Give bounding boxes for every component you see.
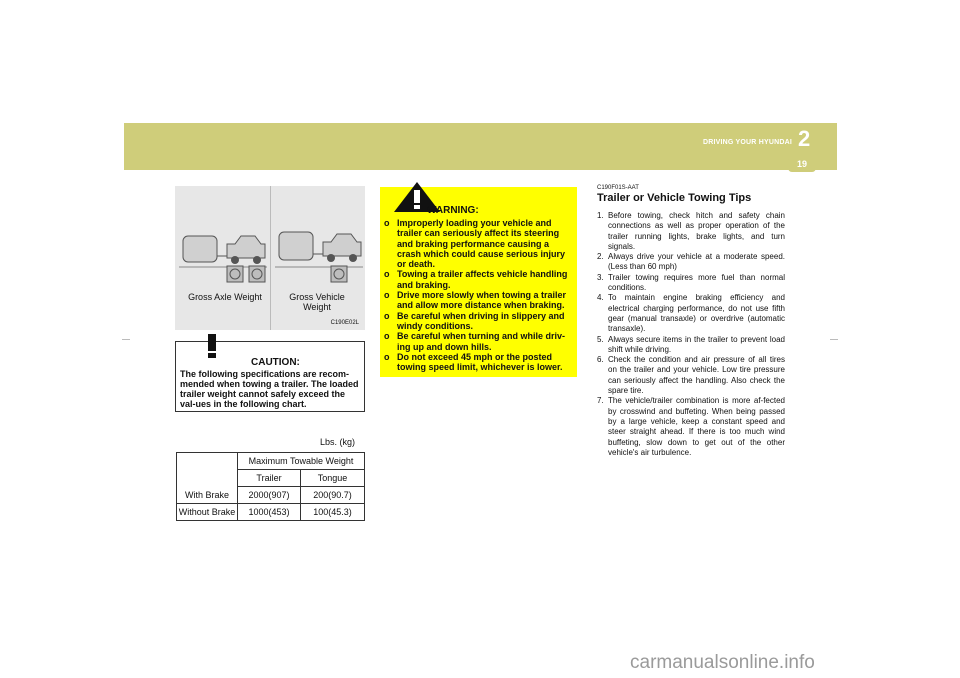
warning-box bbox=[380, 187, 577, 377]
towable-weight-table bbox=[176, 452, 365, 521]
item-text: Always drive your vehicle at a moderate speed. (Less than 60 mph) bbox=[608, 252, 785, 272]
warning-title: WARNING: bbox=[427, 205, 479, 216]
table-cell-trailer: 1000(453) bbox=[238, 504, 301, 521]
table-header-max-towable: Maximum Towable Weight bbox=[238, 453, 365, 470]
list-item bbox=[384, 311, 574, 332]
gross-vehicle-weight-line1: Gross Vehicle bbox=[289, 292, 345, 302]
caution-text: The following specifications are recom-mended when towing a trailer. The loaded trailer weight cannot safely exceed the val-ues in the following chart. bbox=[180, 369, 359, 409]
table-row-label: With Brake bbox=[177, 487, 238, 504]
list-item bbox=[384, 269, 574, 290]
table-row bbox=[177, 487, 365, 504]
list-item bbox=[597, 252, 785, 273]
header-band bbox=[124, 123, 837, 170]
warning-item-text: Towing a trailer affects vehicle handling and braking. bbox=[397, 269, 568, 290]
towing-weight-figure bbox=[175, 186, 365, 330]
item-number: 4. bbox=[597, 293, 604, 303]
caution-exclamation-icon bbox=[199, 332, 225, 358]
bullet: o bbox=[384, 290, 390, 301]
list-item bbox=[384, 352, 574, 373]
list-item bbox=[597, 273, 785, 294]
item-text: Before towing, check hitch and safety chain connections as well as proper operation of the trailer running lights, brake lights, and turn signals. bbox=[608, 211, 785, 251]
bullet: o bbox=[384, 331, 390, 342]
list-item bbox=[384, 290, 574, 311]
towing-illustration-icon bbox=[175, 196, 365, 296]
item-number: 2. bbox=[597, 252, 604, 262]
chapter-title: DRIVING YOUR HYUNDAI bbox=[702, 139, 792, 146]
item-text: The vehicle/trailer combination is more af-fected by crosswind and buffeting. When being passed by a large vehicle, keep a constant speed and steer straight ahead. If there is too much wind buffeting, slow down to get out of the other vehicle's air turbulence. bbox=[608, 396, 785, 457]
caution-title: CAUTION: bbox=[251, 357, 300, 368]
item-text: To maintain engine braking efficiency and electrical charging performance, do not use fifth gear (manual transaxle) or overdrive (automatic transaxle). bbox=[608, 293, 785, 334]
list-item bbox=[597, 335, 785, 356]
item-number: 3. bbox=[597, 272, 604, 282]
gross-vehicle-weight-line2: Weight bbox=[303, 302, 331, 312]
section-code: C190F01S-AAT bbox=[597, 185, 639, 191]
table-row-label: Without Brake bbox=[177, 504, 238, 521]
list-item bbox=[384, 331, 574, 352]
crop-mark-right bbox=[830, 339, 838, 340]
item-text: Check the condition and air pressure of all tires on the trailer and your vehicle. Low tire pressure can seriously affect the handling. Also check the spare tire. bbox=[608, 355, 785, 396]
table-cell-tongue: 200(90.7) bbox=[301, 487, 365, 504]
caution-box bbox=[175, 341, 365, 412]
watermark: carmanualsonline.info bbox=[630, 652, 815, 673]
gross-vehicle-weight-label bbox=[275, 292, 359, 312]
list-item bbox=[597, 211, 785, 252]
gross-axle-weight-label: Gross Axle Weight bbox=[188, 292, 262, 302]
warning-item-text: Improperly loading your vehicle and trailer can seriously affect its steering and braking performance causing a crash which could cause serious injury or death. bbox=[397, 218, 566, 270]
page-number: 19 bbox=[788, 156, 816, 172]
item-number: 5. bbox=[597, 334, 604, 344]
table-unit-label: Lbs. (kg) bbox=[320, 437, 356, 447]
list-item bbox=[597, 396, 785, 458]
table-cell-tongue: 100(45.3) bbox=[301, 504, 365, 521]
item-text: Always secure items in the trailer to prevent load shift while driving. bbox=[608, 334, 785, 354]
item-number: 6. bbox=[597, 355, 604, 365]
bullet: o bbox=[384, 351, 390, 362]
list-item bbox=[597, 355, 785, 396]
towing-tips-list bbox=[597, 211, 785, 458]
item-number: 7. bbox=[597, 396, 604, 406]
crop-mark-left bbox=[122, 339, 130, 340]
table-cell-trailer: 2000(907) bbox=[238, 487, 301, 504]
warning-item-text: Be careful when driving in slippery and windy conditions. bbox=[397, 310, 565, 331]
warning-item-text: Be careful when turning and while driv-ing up and down hills. bbox=[397, 331, 566, 352]
figure-code: C190E02L bbox=[330, 320, 359, 326]
warning-item-text: Do not exceed 45 mph or the posted towing speed limit, whichever is lower. bbox=[397, 351, 563, 373]
item-number: 1. bbox=[597, 211, 604, 220]
bullet: o bbox=[384, 218, 390, 228]
warning-list bbox=[384, 218, 574, 372]
chapter-number: 2 bbox=[798, 126, 811, 151]
table-empty-cell bbox=[177, 453, 238, 487]
list-item bbox=[597, 293, 785, 334]
warning-item-text: Drive more slowly when towing a trailer and allow more distance when braking. bbox=[397, 290, 567, 311]
bullet: o bbox=[384, 310, 390, 321]
item-text: Trailer towing requires more fuel than normal conditions. bbox=[608, 272, 785, 293]
table-header-row bbox=[177, 453, 365, 470]
section-title: Trailer or Vehicle Towing Tips bbox=[597, 192, 752, 204]
bullet: o bbox=[384, 269, 390, 280]
table-header-tongue: Tongue bbox=[301, 470, 365, 487]
list-item bbox=[384, 218, 574, 269]
table-row bbox=[177, 504, 365, 521]
table-header-trailer: Trailer bbox=[238, 470, 301, 487]
